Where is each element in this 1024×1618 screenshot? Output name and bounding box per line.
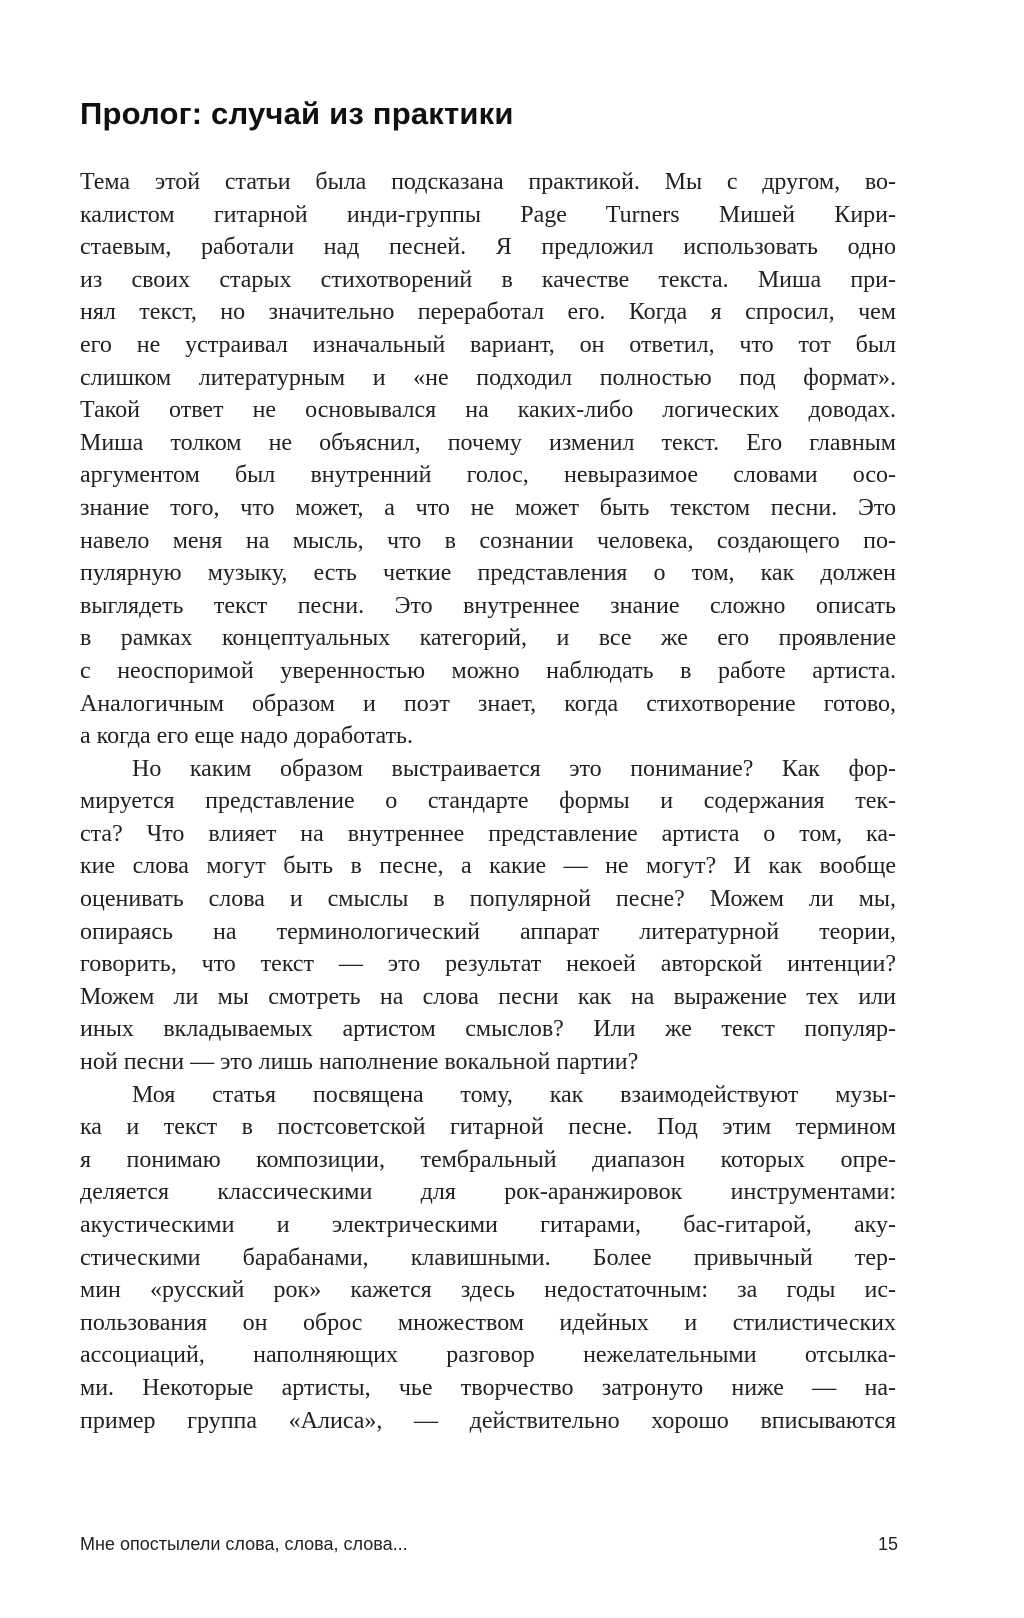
text-line: калистом гитарной инди-группы Page Turners Мишей Кири- <box>80 201 896 228</box>
text-line: говорить, что текст — это результат некоей авторской интенции? <box>80 951 896 978</box>
text-line: Аналогичным образом и поэт знает, когда стихотворение готово, <box>80 690 896 717</box>
text-line: нял текст, но значительно переработал его. Когда я спросил, чем <box>80 299 896 326</box>
text-line: Но каким образом выстраивается это понимание? Как фор- <box>132 755 896 782</box>
text-line: пользования он оброс множеством идейных и стилистических <box>80 1309 896 1336</box>
text-line: Такой ответ не основывался на каких-либо логических доводах. <box>80 397 896 424</box>
page-footer <box>80 1529 898 1559</box>
running-head: Мне опостылели слова, слова, слова... <box>80 1534 408 1554</box>
text-line: из своих старых стихотворений в качестве текста. Миша при- <box>80 266 896 293</box>
text-line: ной песни — это лишь наполнение вокальной партии? <box>80 1049 639 1076</box>
text-line: опираясь на терминологический аппарат литературной теории, <box>80 918 896 945</box>
page-number: 15 <box>877 1534 898 1554</box>
text-line: стическими барабанами, клавишными. Более привычный тер- <box>80 1244 896 1271</box>
text-line: в рамках концептуальных категорий, и все же его проявление <box>80 625 896 652</box>
text-line: а когда его еще надо доработать. <box>80 723 413 750</box>
text-line: Можем ли мы смотреть на слова песни как на выражение тех или <box>80 983 896 1010</box>
text-line: ка и текст в постсоветской гитарной песне. Под этим термином <box>80 1114 896 1141</box>
text-line: ми. Некоторые артисты, чье творчество затронуто ниже — на- <box>80 1374 896 1401</box>
text-line: навело меня на мысль, что в сознании человека, создающего по- <box>80 527 896 554</box>
text-line: Миша толком не объяснил, почему изменил текст. Его главным <box>80 429 896 456</box>
text-line: я понимаю композиции, тембральный диапазон которых опре- <box>80 1146 896 1173</box>
text-line: пулярную музыку, есть четкие представления о том, как должен <box>80 560 896 587</box>
text-line: акустическими и электрическими гитарами, бас-гитарой, аку- <box>80 1212 896 1238</box>
text-line: ассоциаций, наполняющих разговор нежелательными отсылка- <box>80 1342 896 1369</box>
text-line: пример группа «Алиса», — действительно хорошо вписываются <box>80 1407 896 1434</box>
text-line: мин «русский рок» кажется здесь недостаточным: за годы ис- <box>80 1277 896 1304</box>
text-line: его не устраивал изначальный вариант, он ответил, что тот был <box>80 331 896 358</box>
text-line: деляется классическими для рок-аранжировок инструментами: <box>80 1179 896 1206</box>
text-line: выглядеть текст песни. Это внутреннее знание сложно описать <box>80 592 896 619</box>
text-line: Моя статья посвящена тому, как взаимодействуют музы- <box>132 1081 896 1108</box>
text-line: кие слова могут быть в песне, а какие — не могут? И как вообще <box>80 853 896 880</box>
text-line: иных вкладываемых артистом смыслов? Или же текст популяр- <box>80 1016 896 1043</box>
text-line: стаевым, работали над песней. Я предложил использовать одно <box>80 234 896 261</box>
text-line: с неоспоримой уверенностью можно наблюдать в работе артиста. <box>80 657 896 684</box>
text-line: ста? Что влияет на внутреннее представление артиста о том, ка- <box>80 820 896 847</box>
paragraph-1 <box>80 166 896 753</box>
text-line: оценивать слова и смыслы в популярной песне? Можем ли мы, <box>80 886 896 913</box>
paragraph-2 <box>80 753 896 1079</box>
section-heading: Пролог: случай из практики <box>80 96 514 131</box>
body-text <box>80 166 896 1437</box>
text-line: мируется представление о стандарте формы и содержания тек- <box>80 788 896 815</box>
text-line: Тема этой статьи была подсказана практикой. Мы с другом, во- <box>80 169 896 195</box>
text-line: слишком литературным и «не подходил полностью под формат». <box>80 364 896 391</box>
text-line: аргументом был внутренний голос, невыразимое словами осо- <box>80 462 896 489</box>
paragraph-3 <box>80 1079 896 1438</box>
text-line: знание того, что может, а что не может быть текстом песни. Это <box>80 494 896 521</box>
